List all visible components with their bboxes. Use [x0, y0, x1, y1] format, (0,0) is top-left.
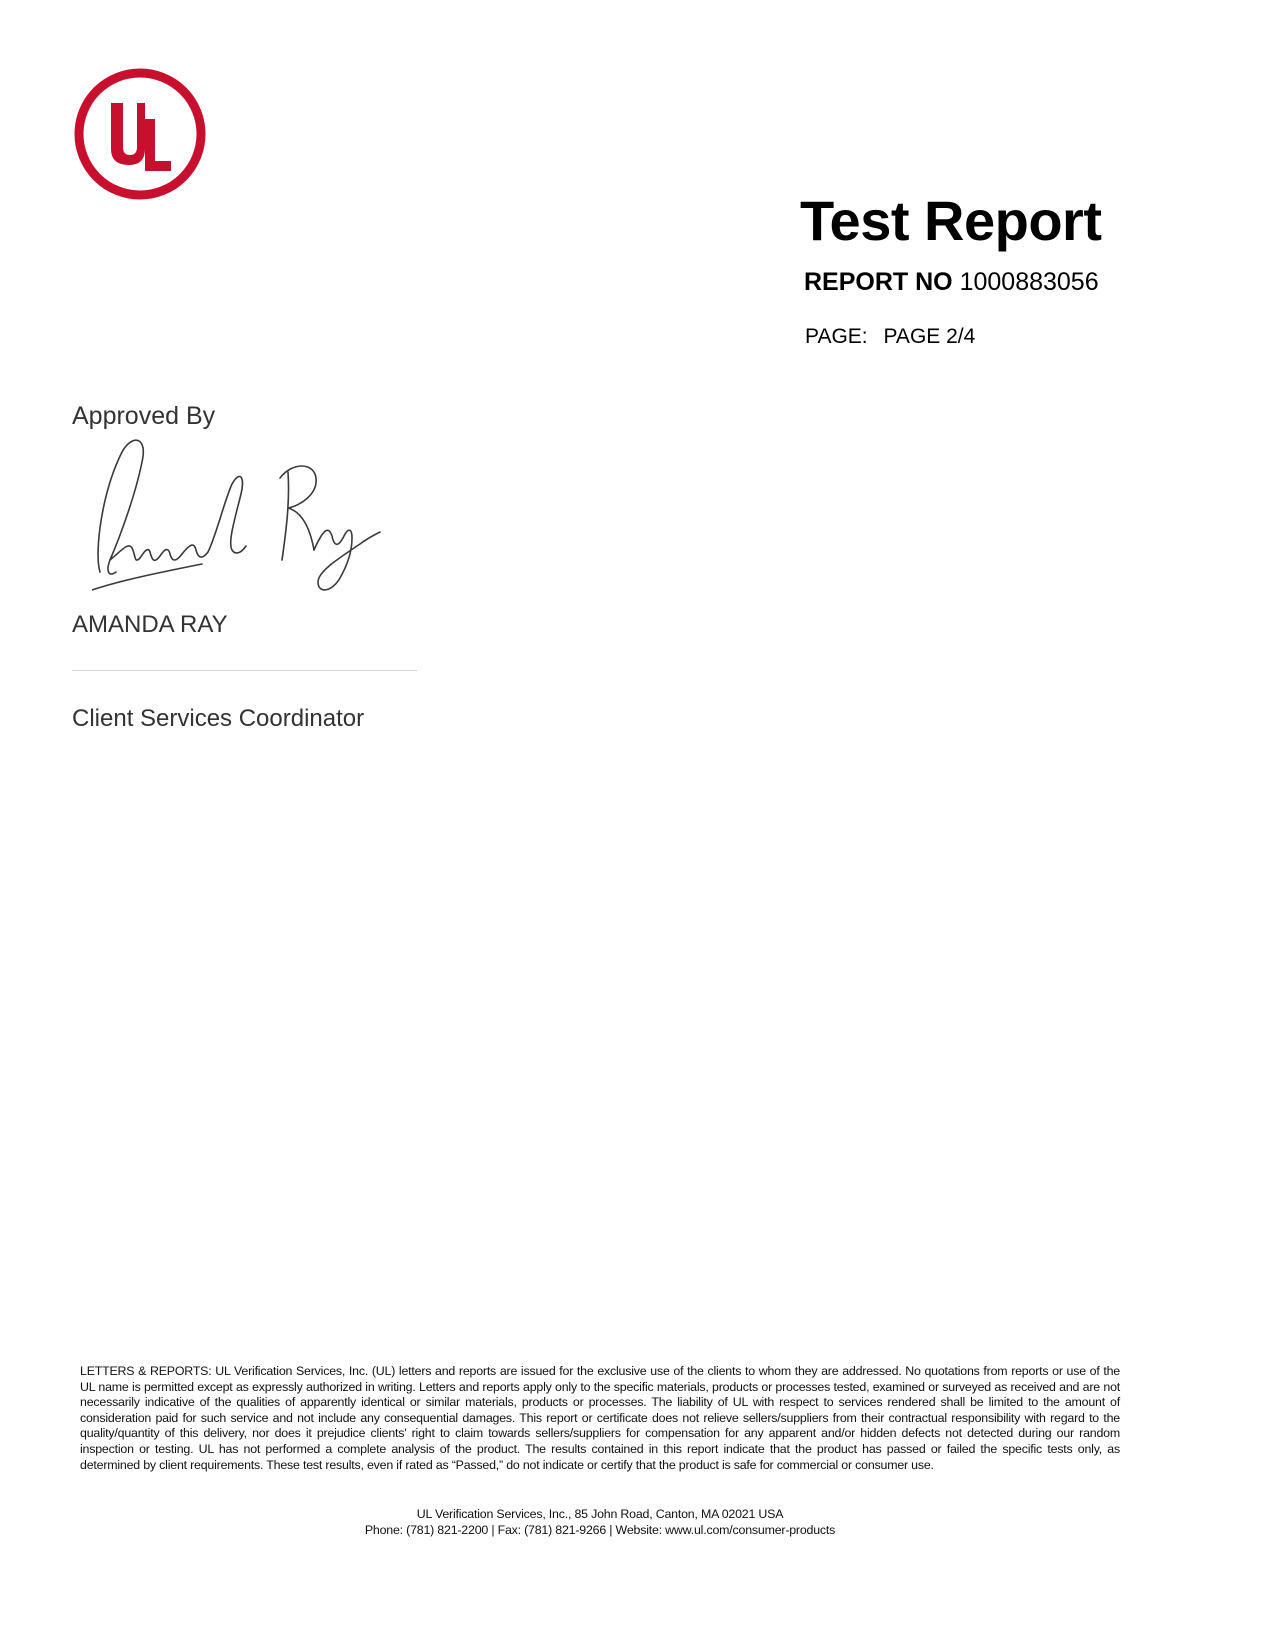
approved-by-heading: Approved By: [72, 402, 216, 430]
page-label: PAGE:: [805, 325, 868, 348]
legal-disclaimer: LETTERS & REPORTS: UL Verification Services, Inc. (UL) letters and reports are issued for the exclusive use of the clients to whom they are addressed. No quotations from reports or use of the UL name is permitted except as expressly authorized in writing. Letters and reports apply only to the specific materials, products or processes tested, examined or surveyed as received and are not necessarily indicative of the qualities of apparently identical or similar materials, products or processes. The liability of UL with respect to services rendered shall be limited to the amount of consideration paid for such service and not include any consequential damages. This report or certificate does not relieve sellers/suppliers from their contractual responsibility with regard to the quality/quantity of this delivery, nor does it prejudice clients' right to claim towards sellers/suppliers for compensation for any apparent and/or hidden defects not detected during our random inspection or testing. UL has not performed a complete analysis of the product. The results contained in this report indicate that the product has passed or failed the specific tests only, as determined by client requirements. These test results, even if rated as “Passed,” do not indicate or certify that the product is safe for commercial or consumer use.: [80, 1364, 1120, 1472]
page-indicator: [805, 325, 975, 349]
signature-divider: [72, 670, 417, 671]
signature-icon: [92, 432, 382, 607]
footer-contact: Phone: (781) 821-2200 | Fax: (781) 821-9266 | Website: www.ul.com/consumer-products: [364, 1523, 836, 1537]
footer-address: UL Verification Services, Inc., 85 John Road, Canton, MA 02021 USA: [416, 1507, 784, 1521]
ul-logo-icon: [73, 67, 207, 201]
page-value: PAGE 2/4: [883, 325, 976, 348]
ul-logo: [73, 67, 207, 201]
report-number-line: [804, 268, 1099, 297]
report-number-value: 1000883056: [959, 268, 1099, 296]
signer-title: Client Services Coordinator: [72, 705, 365, 732]
signer-name: AMANDA RAY: [72, 611, 228, 638]
document-title: Test Report: [800, 189, 1102, 252]
page-footer: [0, 1506, 1200, 1538]
report-number-label: REPORT NO: [804, 268, 953, 296]
